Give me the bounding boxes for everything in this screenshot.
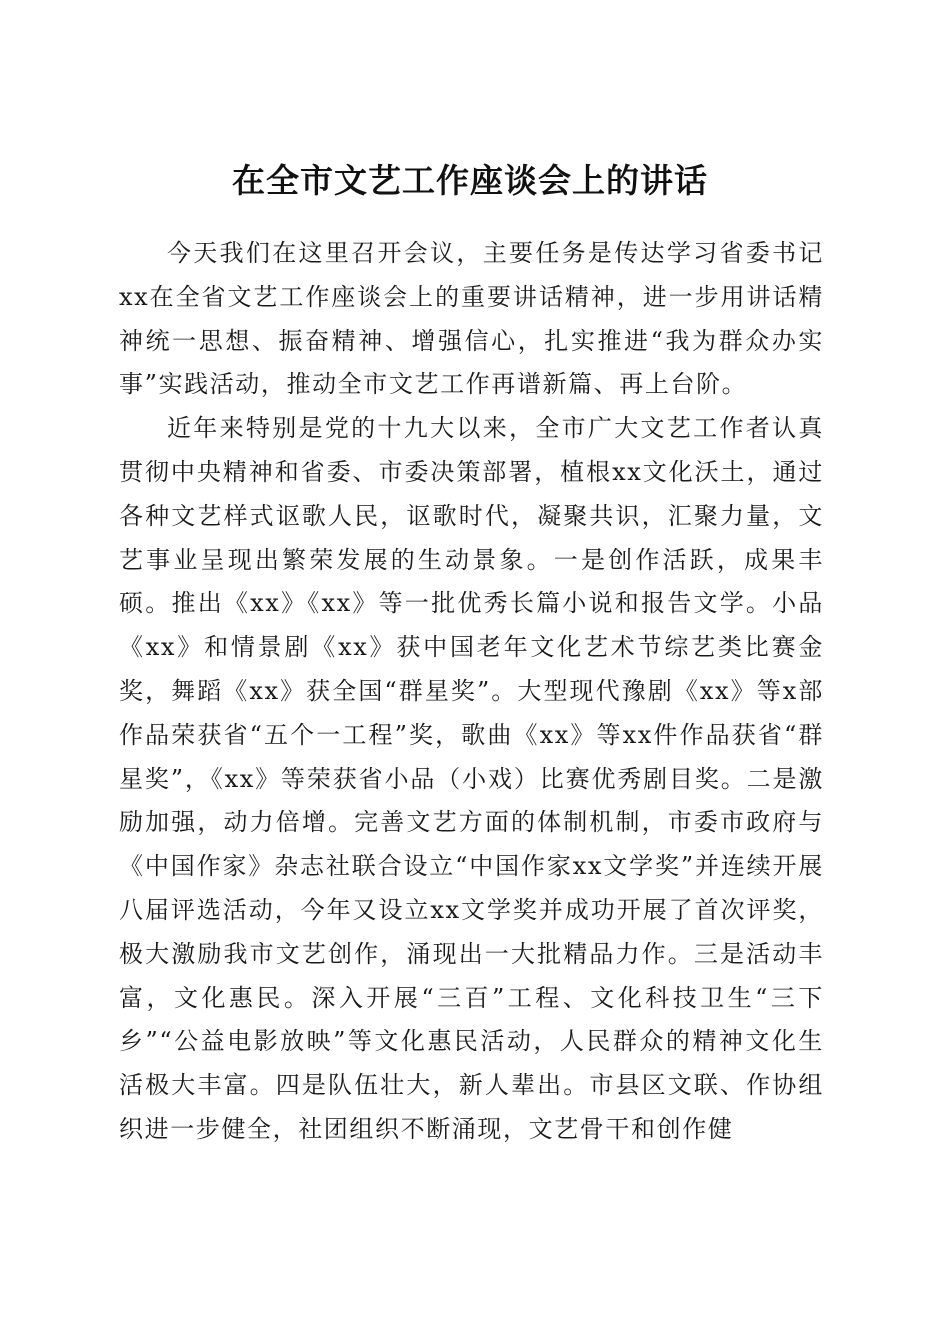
document-title: 在全市文艺工作座谈会上的讲话 <box>232 161 708 201</box>
document-body <box>119 232 824 1152</box>
paragraph-achievements: 近年来特别是党的十九大以来，全市广大文艺工作者认真贯彻中央精神和省委、市委决策部署，植根xx文化沃土，通过各种文艺样式讴歌人民，讴歌时代，凝聚共识，汇聚力量，文艺事业呈现出繁荣发展的生动景象。一是创作活跃，成果丰硕。推出《xx》《xx》等一批优秀长篇小说和报告文学。小品《xx》和情景剧《xx》获中国老年文化艺术节综艺类比赛金奖，舞蹈《xx》获全国“群星奖”。大型现代豫剧《xx》等x部作品荣获省“五个一工程”奖，歌曲《xx》等xx件作品获省“群星奖”，《xx》等荣获省小品（小戏）比赛优秀剧目奖。二是激励加强，动力倍增。完善文艺方面的体制机制，市委市政府与《中国作家》杂志社联合设立“中国作家xx文学奖”并连续开展八届评选活动，今年又设立xx文学奖并成功开展了首次评奖，极大激励我市文艺创作，涌现出一大批精品力作。三是活动丰富，文化惠民。深入开展“三百”工程、文化科技卫生“三下乡”“公益电影放映”等文化惠民活动，人民群众的精神文化生活极大丰富。四是队伍壮大，新人辈出。市县区文联、作协组织进一步健全，社团组织不断涌现，文艺骨干和创作健 <box>119 414 824 1143</box>
paragraph-intro: 今天我们在这里召开会议，主要任务是传达学习省委书记xx在全省文艺工作座谈会上的重要讲话精神，进一步用讲话精神统一思想、振奋精神、增强信心，扎实推进“我为群众办实事”实践活动，推动全市文艺工作再谱新篇、再上台阶。 <box>119 239 824 399</box>
